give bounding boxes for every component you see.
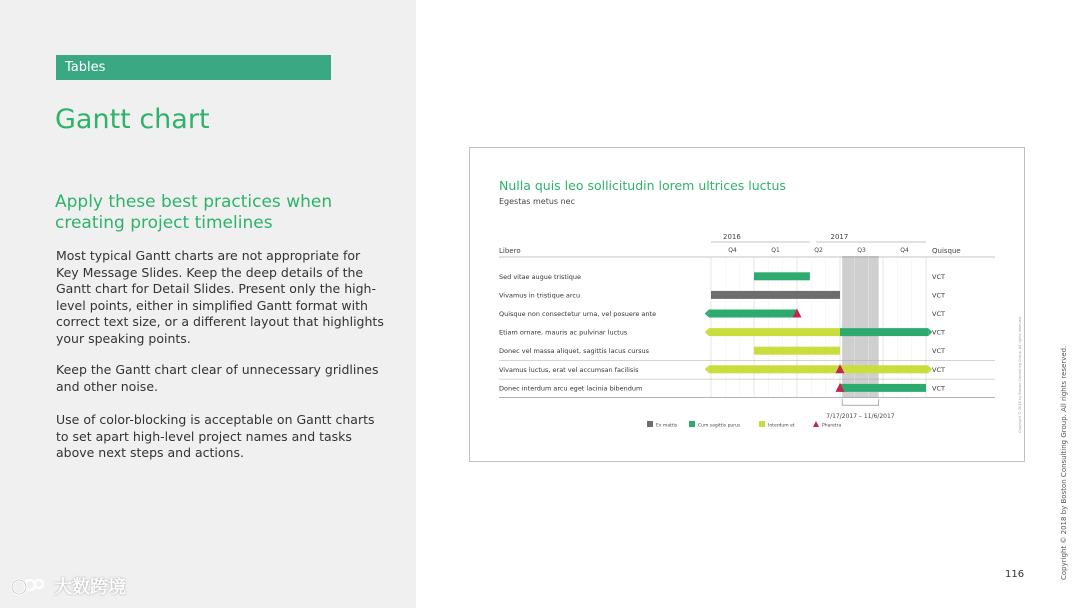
bar-arrow-left (705, 365, 709, 373)
bar-arrow-left (705, 310, 709, 318)
year-label: 2017 (830, 233, 849, 241)
legend-swatch (647, 421, 653, 427)
gantt-chart-frame (469, 147, 1025, 462)
body-paragraph-1: Most typical Gantt charts are not appropriate for Key Message Slides. Keep the deep details of the Gantt chart for Detail Slides. Present only the high-level points, either in simplified Gantt format with correct text size, or a different layout that highlights your speaking points. (56, 248, 384, 346)
gantt-bar (840, 384, 926, 392)
row-right-value: VCT (932, 365, 945, 374)
legend-label: Cum sagittis purus (698, 423, 741, 429)
row-label: Vivamus luctus, erat vel accumsan facilisis (499, 365, 639, 374)
quarter-label: Q2 (814, 247, 823, 254)
row-label: Sed vitae augue tristique (499, 272, 581, 281)
subheading: Apply these best practices when creating project timelines (55, 192, 333, 233)
gantt-bar (754, 347, 840, 355)
chart-subtitle: Egestas metus nec (499, 197, 575, 206)
watermark-text: 大数跨境 (54, 577, 126, 598)
gantt-bar (709, 365, 928, 373)
row-right-value: VCT (932, 328, 945, 337)
watermark (8, 573, 126, 599)
gantt-bar (709, 328, 840, 336)
row-label: Quisque non consectetur urna, vel posuere ante (499, 310, 657, 318)
legend-label: Pharetra (822, 423, 842, 429)
row-right-value: VCT (932, 291, 945, 300)
row-label: Etiam ornare, mauris ac pulvinar luctus (499, 328, 628, 337)
row-right-value: VCT (932, 272, 945, 281)
gantt-bar (754, 272, 810, 280)
row-right-value: VCT (932, 384, 945, 393)
body-paragraph-2: Keep the Gantt chart clear of unnecessary gridlines and other noise. (56, 362, 379, 394)
highlight-bracket (842, 399, 879, 405)
quarter-label: Q4 (900, 247, 909, 254)
legend-swatch-triangle (813, 421, 819, 427)
gantt-bar (709, 310, 797, 318)
gantt-bar (840, 328, 928, 336)
page-number: 116 (1005, 569, 1025, 580)
legend-label: Interdum et (768, 423, 795, 429)
left-panel (0, 0, 416, 608)
quarter-label: Q3 (857, 247, 866, 254)
row-label: Donec vel massa aliquet, sagittis lacus cursus (499, 347, 649, 356)
section-label: Tables (65, 60, 106, 75)
highlight-band (842, 256, 879, 397)
highlight-range-label: 7/17/2017 – 11/6/2017 (826, 413, 895, 421)
section-tag (56, 55, 331, 80)
legend-swatch (689, 421, 695, 427)
body-paragraph-3: Use of color-blocking is acceptable on Gantt charts to set apart high-level project names and tasks above next steps and actions. (56, 412, 375, 460)
year-label: 2016 (723, 233, 741, 241)
legend-swatch (759, 421, 765, 427)
chart-side-note: Copyright © 2018 by Boston Consulting Group. All rights reserved. (1018, 315, 1022, 433)
right-header: Quisque (932, 247, 961, 255)
gantt-body (499, 233, 995, 429)
copyright-notice: Copyright © 2018 by Boston Consulting Group. All rights reserved. (1060, 345, 1068, 580)
row-right-value: VCT (932, 310, 945, 318)
row-label: Vivamus in tristique arcu (499, 291, 581, 300)
quarter-label: Q1 (771, 247, 780, 254)
legend-label: Ex mattis (656, 423, 678, 429)
row-label: Donec interdum arcu eget lacinia bibendum (499, 384, 643, 393)
quarter-label: Q4 (728, 247, 737, 254)
watermark-logo-icon (8, 575, 48, 597)
bar-arrow-left (705, 328, 709, 336)
gantt-bar (711, 291, 840, 299)
gantt-chart (470, 148, 1024, 461)
chart-title: Nulla quis leo sollicitudin lorem ultrices luctus (499, 178, 786, 193)
page-title: Gantt chart (55, 104, 210, 135)
row-header: Libero (499, 247, 521, 255)
row-right-value: VCT (932, 347, 945, 356)
